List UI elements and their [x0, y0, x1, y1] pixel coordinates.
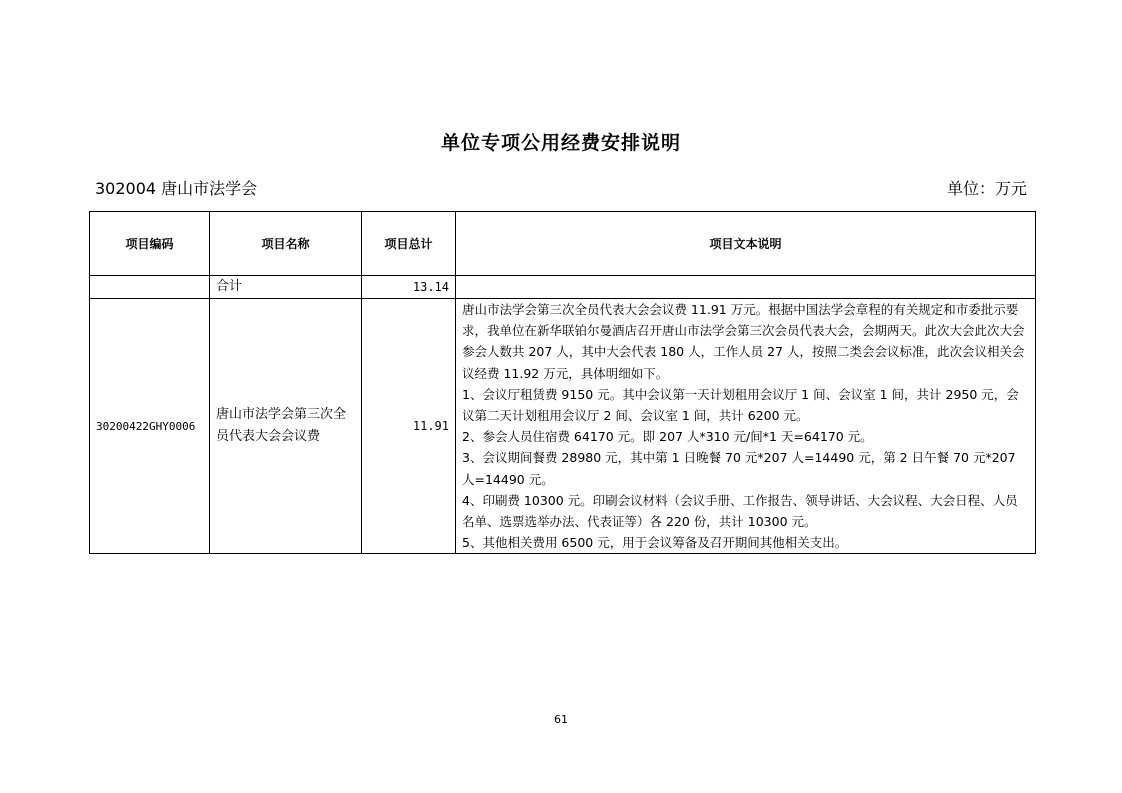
description-item-lodging: 2、参会人员住宿费 64170 元。即 207 人*310 元/间*1 天=64170 元。 [462, 429, 873, 445]
project-code-cell: 30200422GHY0006 [90, 299, 210, 554]
total-desc-cell [456, 276, 1036, 299]
unit-name: 302004 唐山市法学会 [95, 179, 258, 198]
description-item-meals: 3、会议期间餐费 28980 元，其中第 1 日晚餐 70 元*207 人=14490 元，第 2 日午餐 70 元*207 人=14490 元。 [462, 450, 1020, 487]
total-row [90, 276, 1036, 299]
page-number: 61 [554, 713, 568, 726]
total-amount-cell: 13.14 [362, 276, 456, 299]
table-header-row [90, 212, 1036, 276]
total-code-cell [90, 276, 210, 299]
description-item-other: 5、其他相关费用 6500 元，用于会议筹备及召开期间其他相关支出。 [462, 535, 848, 551]
header-project-name: 项目名称 [210, 212, 362, 276]
description-item-printing: 4、印刷费 10300 元。印刷会议材料（会议手册、工作报告、领导讲话、大会议程、大会日程、人员名单、选票选举办法、代表证等）各 220 份，共计 10300 元。 [462, 492, 1018, 530]
header-project-code: 项目编码 [90, 212, 210, 276]
project-amount-cell: 11.91 [362, 299, 456, 554]
project-description-cell [456, 299, 1036, 554]
project-name-cell: 唐山市法学会第三次全员代表大会会议费 [210, 299, 362, 554]
budget-table [89, 211, 1036, 554]
header-project-description: 项目文本说明 [456, 212, 1036, 276]
description-paragraph: 唐山市法学会第三次全员代表大会会议费 11.91 万元。根据中国法学会章程的有关规定和市委批示要求，我单位在新华联铂尔曼酒店召开唐山市法学会第三次会员代表大会，会期两天。此次大会此次大会参会人数共 207 人，其中大会代表 180 人，工作人员 27 人，按照二类会会议标准，此次会议相关会议经费 11.92 万元，具体明细如下。 [462, 302, 1025, 381]
currency-unit-label: 单位：万元 [946, 179, 1027, 198]
header-project-total: 项目总计 [362, 212, 456, 276]
description-item-venue: 1、会议厅租赁费 9150 元。其中会议第一天计划租用会议厅 1 间、会议室 1 间，共计 2950 元，会议第二天计划租用会议厅 2 间、会议室 1 间，共计 6200 元。 [462, 386, 1019, 424]
total-label-cell: 合计 [210, 276, 362, 299]
table-row [90, 299, 1036, 554]
page-title: 单位专项公用经费安排说明 [440, 132, 681, 154]
